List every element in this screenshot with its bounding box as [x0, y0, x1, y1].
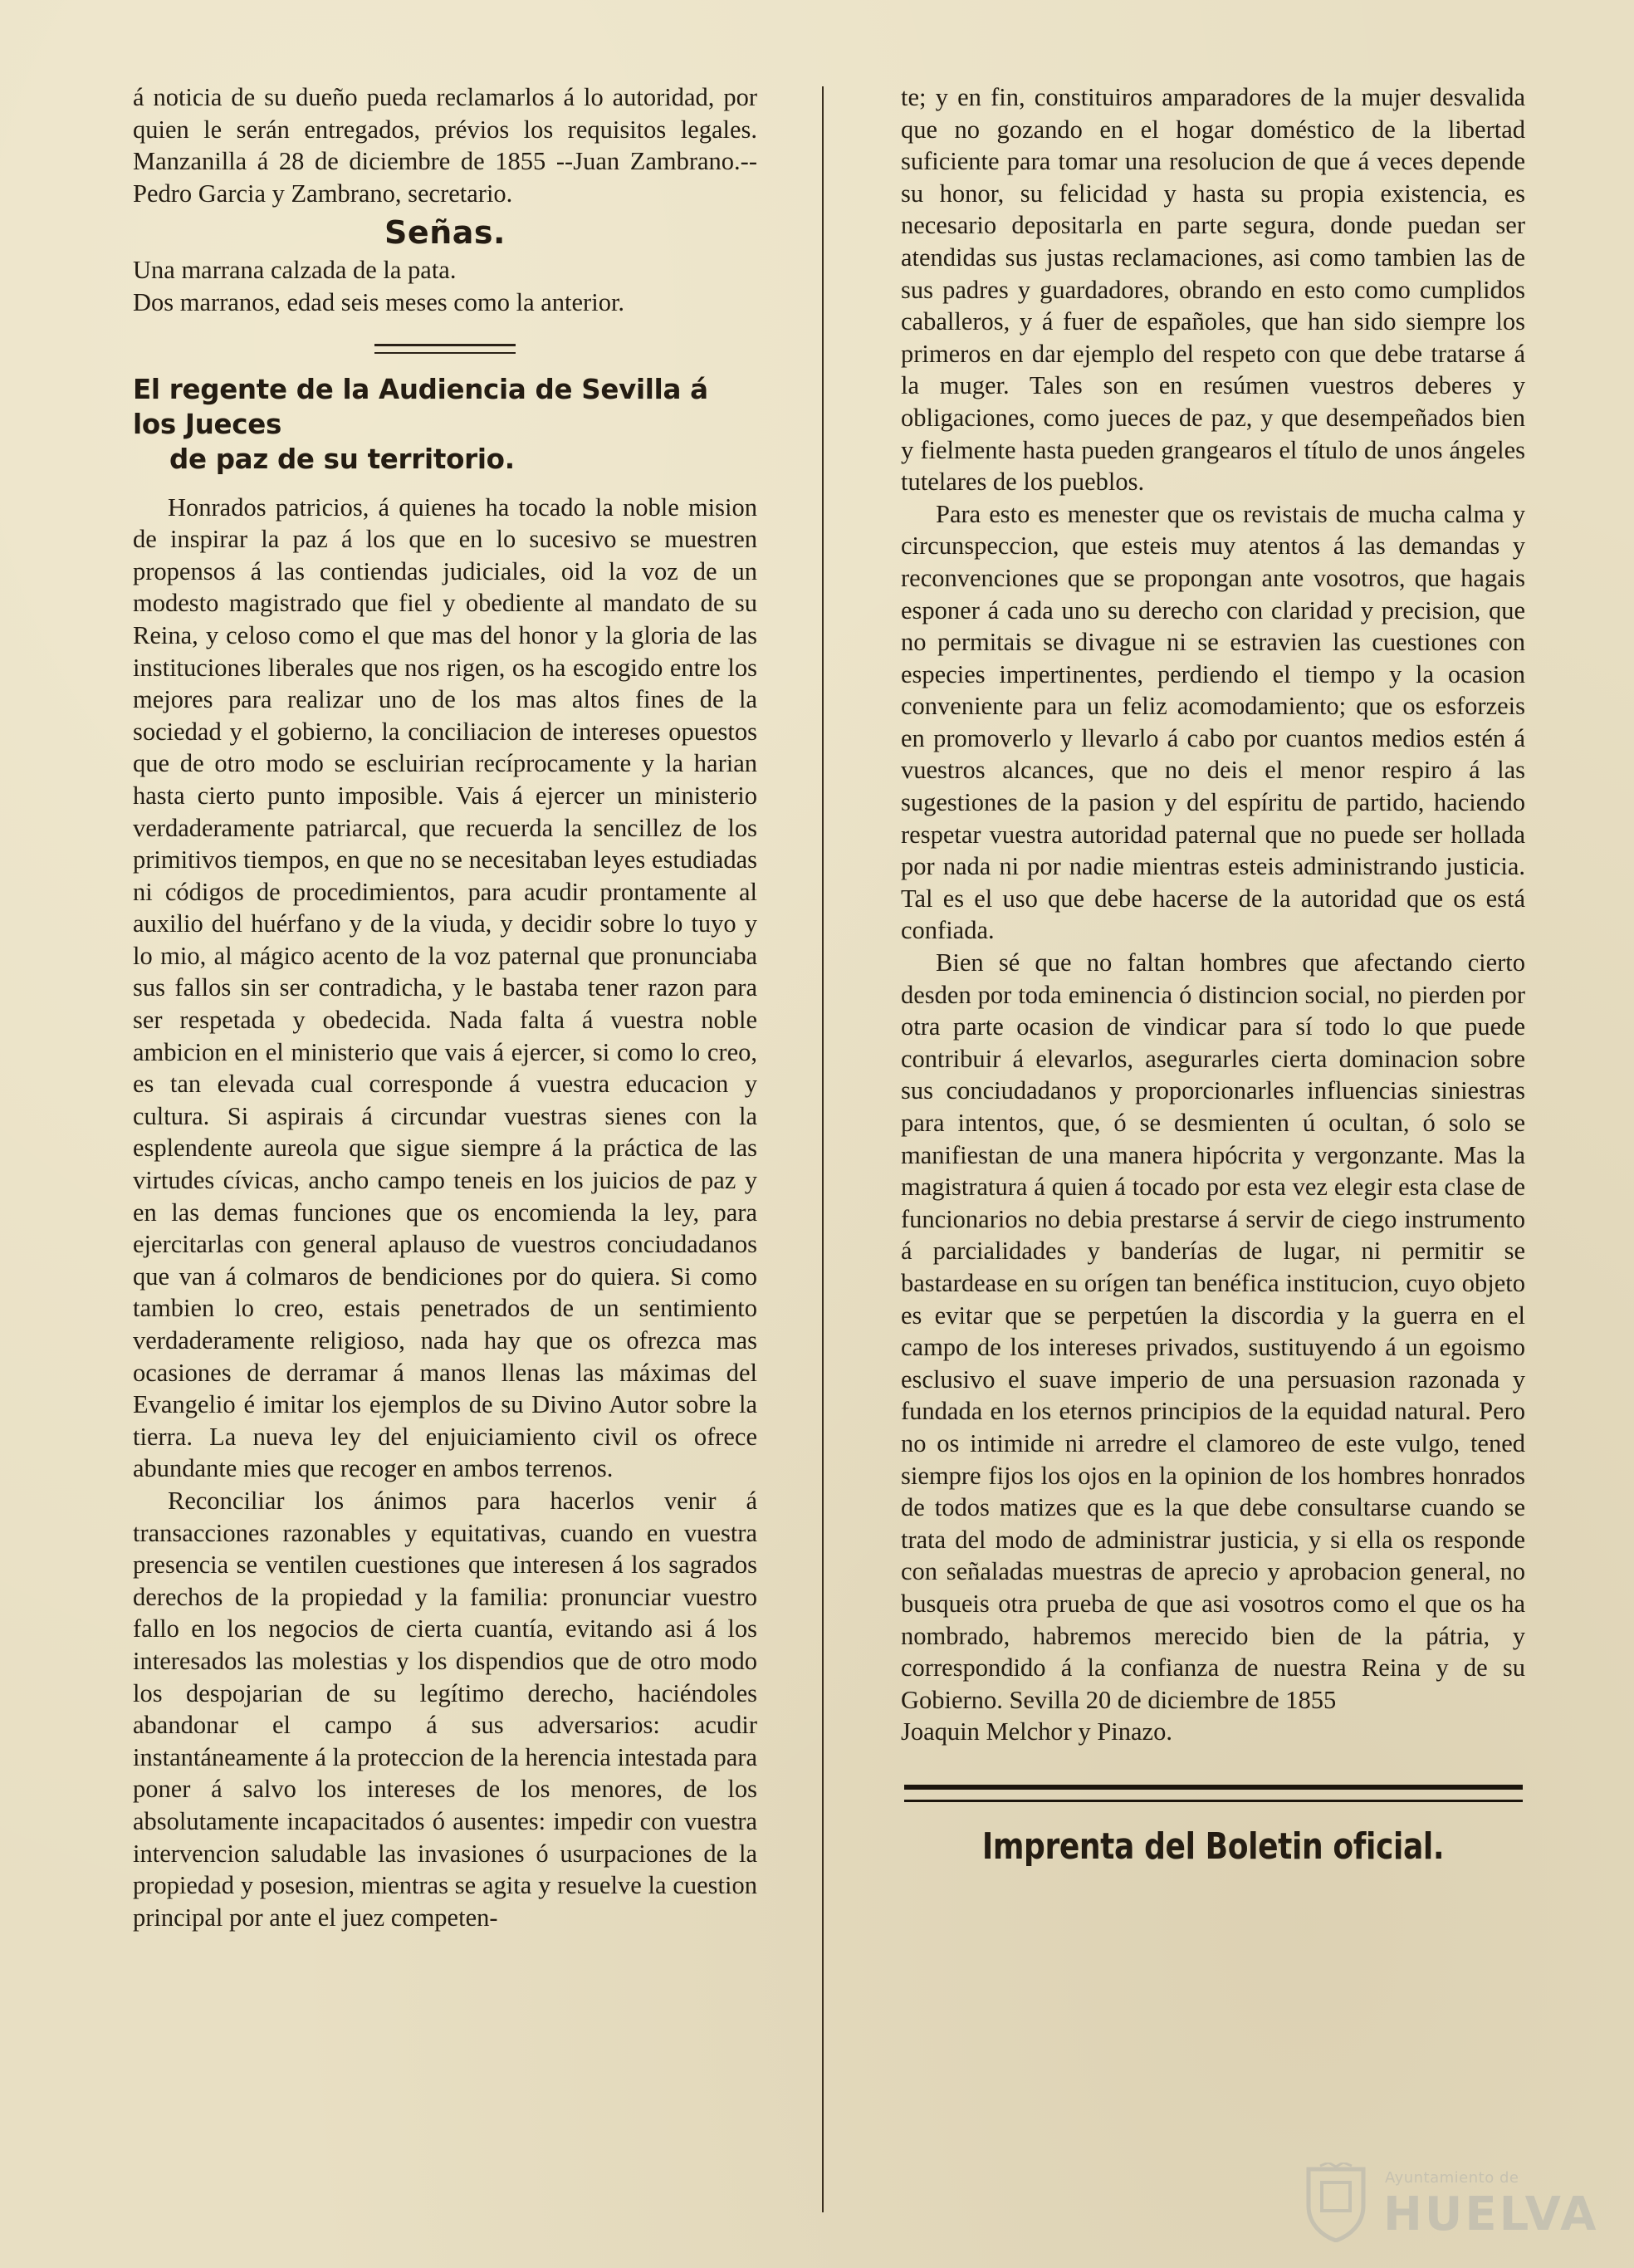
imprint-line: Imprenta del Boletin oficial. [981, 1825, 1445, 1868]
senas-heading: Señas. [384, 214, 506, 252]
article-paragraph: te; y en fin, constituiros amparadores de la mujer desvalida que no gozando en el hogar doméstico de la libertad suficiente para tomar una resolucion de que á veces depende su honor, su felicidad y hasta su propia existencia, es necesario depositarla en parte segura, donde puedan ser atendidas sus justas reclamaciones, asi como tambien las de sus padres y guardadores, obrando en esto como cumplidos caballeros, y á fuer de españoles, que han sido siempre los primeros en dar ejemplo del respeto con que debe tratarse á la muger. Tales son en resúmen vuestros deberes y obligaciones, como jueces de paz, y que desempeñados bien y fielmente hasta pueden grangearos el título de unos ángeles tutelares de los pueblos. [901, 83, 1525, 497]
article-title [133, 372, 757, 477]
shield-crest-icon [1304, 2163, 1368, 2242]
article-paragraph: Bien sé que no faltan hombres que afectando cierto desden por toda eminencia ó distincion social, no pierden por otra parte ocasion de vindicar para sí todo lo que puede contribuir á elevarlos, asegurarles cierta dominacion sobre sus conciudadanos y proporcionarles influencias siniestras para intentos, que, ó se desmienten ú ocultan, ó solo se manifiestan de una manera hipócrita y vergonzante. Mas la magistratura á quien á tocado por esta vez elegir esta clase de funcionarios no debia prestarse á servir de ciego instrumento á parcialidades y banderías de lugar, ni permitir se bastardease en su orígen tan benéfica institucion, cuyo objeto es evitar que se perpetúen la discordia y la guerra en el campo de los intereses privados, sustituyendo á un egoismo esclusivo el suave imperio de una persuasion razonada y fundada en los eternos principios de la equidad natural. Pero no os intimide ni arredre el clamoreo de este vulgo, tened siempre fijos los ojos en la opinion de los hombres honrados de todos matizes que es la que debe consultarse cuando se trata del modo de administrar justicia, y si ella os responde con señaladas muestras de aprecio y aprobacion general, no busqueis otra prueba de que asi vosotros como el que os ha nombrado, habremos merecido bien de la pátria, y correspondido á la confianza de nuestra Reina y de su Gobierno. Sevilla 20 de diciembre de 1855 [901, 948, 1525, 1714]
column-rule [822, 86, 824, 2212]
watermark-line-2: HUELVA [1383, 2187, 1599, 2241]
right-column [901, 81, 1525, 2218]
article-paragraph: Reconciliar los ánimos para hacerlos venir á transacciones razonables y equitativas, cuando en vuestra presencia se ventilen cuestiones que interesen á los sagrados derechos de la propiedad y la familia: pronunciar vuestro fallo en los negocios de cierta cuantía, evitando asi á los interesados las molestias y los dispendios que de otro modo los despojarian de su legítimo derecho, haciéndoles abandonar el campo á sus adversarios: acudir instantáneamente á la proteccion de la herencia intestada para poner á salvo los intereses de los menores, de los absolutamente incapacitados ó ausentes: impedir con vuestra intervencion saludable las invasiones ó usurpaciones de la propiedad y posesion, mientras se agita y resuelve la cuestion principal por ante el juez competen- [133, 1486, 757, 1932]
watermark-line-1: Ayuntamiento de [1385, 2169, 1519, 2187]
closing-rule [904, 1785, 1523, 1802]
senas-line-2: Dos marranos, edad seis meses como la anterior. [133, 287, 625, 316]
archive-watermark [1304, 2159, 1599, 2251]
article-paragraph: Para esto es menester que os revistais de mucha calma y circunspeccion, que esteis muy atentos á las demandas y reconvenciones que se propongan ante vosotros, que hagais esponer á cada uno su derecho con claridad y precision, que no permitais se divague ni se estravien las cuestiones con especies impertinentes, perdiendo el tiempo y la ocasion conveniente para un feliz acomodamiento; que os esforzeis en promoverlo y llevarlo á cabo por cuantos medios estén á vuestros alcances, que no deis el menor respiro á las sugestiones de la pasion y del espíritu de partido, haciendo respetar vuestra autoridad paternal que no puede ser hollada por nada ni por nadie mientras esteis administrando justicia. Tal es el uso que debe hacerse de la autoridad que os está confiada. [901, 499, 1525, 945]
notice-intro: á noticia de su dueño pueda reclamarlos á lo autoridad, por quien le serán entregados, prévios los requisitos legales. Manzanilla á 28 de diciembre de 1855 --Juan Zambrano.--Pedro Garcia y Zambrano, secretario. [133, 83, 757, 208]
section-divider [374, 344, 516, 354]
article-title-line-2: de paz de su territorio. [169, 443, 515, 475]
article-title-line-1: El regente de la Audiencia de Sevilla á los Jueces [133, 373, 708, 440]
senas-line-1: Una marrana calzada de la pata. [133, 256, 457, 285]
article-signature: Joaquin Melchor y Pinazo. [901, 1717, 1172, 1746]
left-column [133, 81, 757, 2218]
article-paragraph: Honrados patricios, á quienes ha tocado la noble mision de inspirar la paz á los que en lo sucesivo se muestren propensos á las contiendas judiciales, oid la voz de un modesto magistrado que fiel y obediente al mandato de su Reina, y celoso como el que mas del honor y la gloria de las instituciones liberales que nos rigen, os ha escogido entre los mejores para realizar uno de los mas altos fines de la sociedad y el gobierno, la conciliacion de intereses opuestos que de otro modo se escluirian recíprocamente y la harian hasta cierto punto imposible. Vais á ejercer un ministerio verdaderamente patriarcal, que recuerda la sencillez de los primitivos tiempos, en que no se necesitaban leyes estudiadas ni códigos de procedimientos, para acudir prontamente al auxilio del huérfano y de la viuda, y decidir sobre lo tuyo y lo mio, al mágico acento de la voz paternal que pronunciaba sus fallos sin ser contradicha, y le bastaba tener razon para ser respetada y obedecida. Nada falta á vuestra noble ambicion en el ministerio que vais á ejercer, si como lo creo, es tan elevada cual corresponde á vuestra educacion y cultura. Si aspirais á circundar vuestras sienes con la esplendente aureola que sigue siempre á la práctica de las virtudes cívicas, ancho campo teneis en los juicios de paz y en las demas funciones que os encomienda la ley, para ejercitarlas con general aplauso de vuestros conciudadanos que van á colmaros de bendiciones por do quiera. Si como tambien lo creo, estais penetrados de un sentimiento verdaderamente religioso, nada hay que os ofrezca mas ocasiones de derramar á manos llenas las máximas del Evangelio é imitar los ejemplos de su Divino Autor sobre la tierra. La nueva ley del enjuiciamiento civil os ofrece abundante mies que recoger en ambos terrenos. [133, 492, 757, 1483]
